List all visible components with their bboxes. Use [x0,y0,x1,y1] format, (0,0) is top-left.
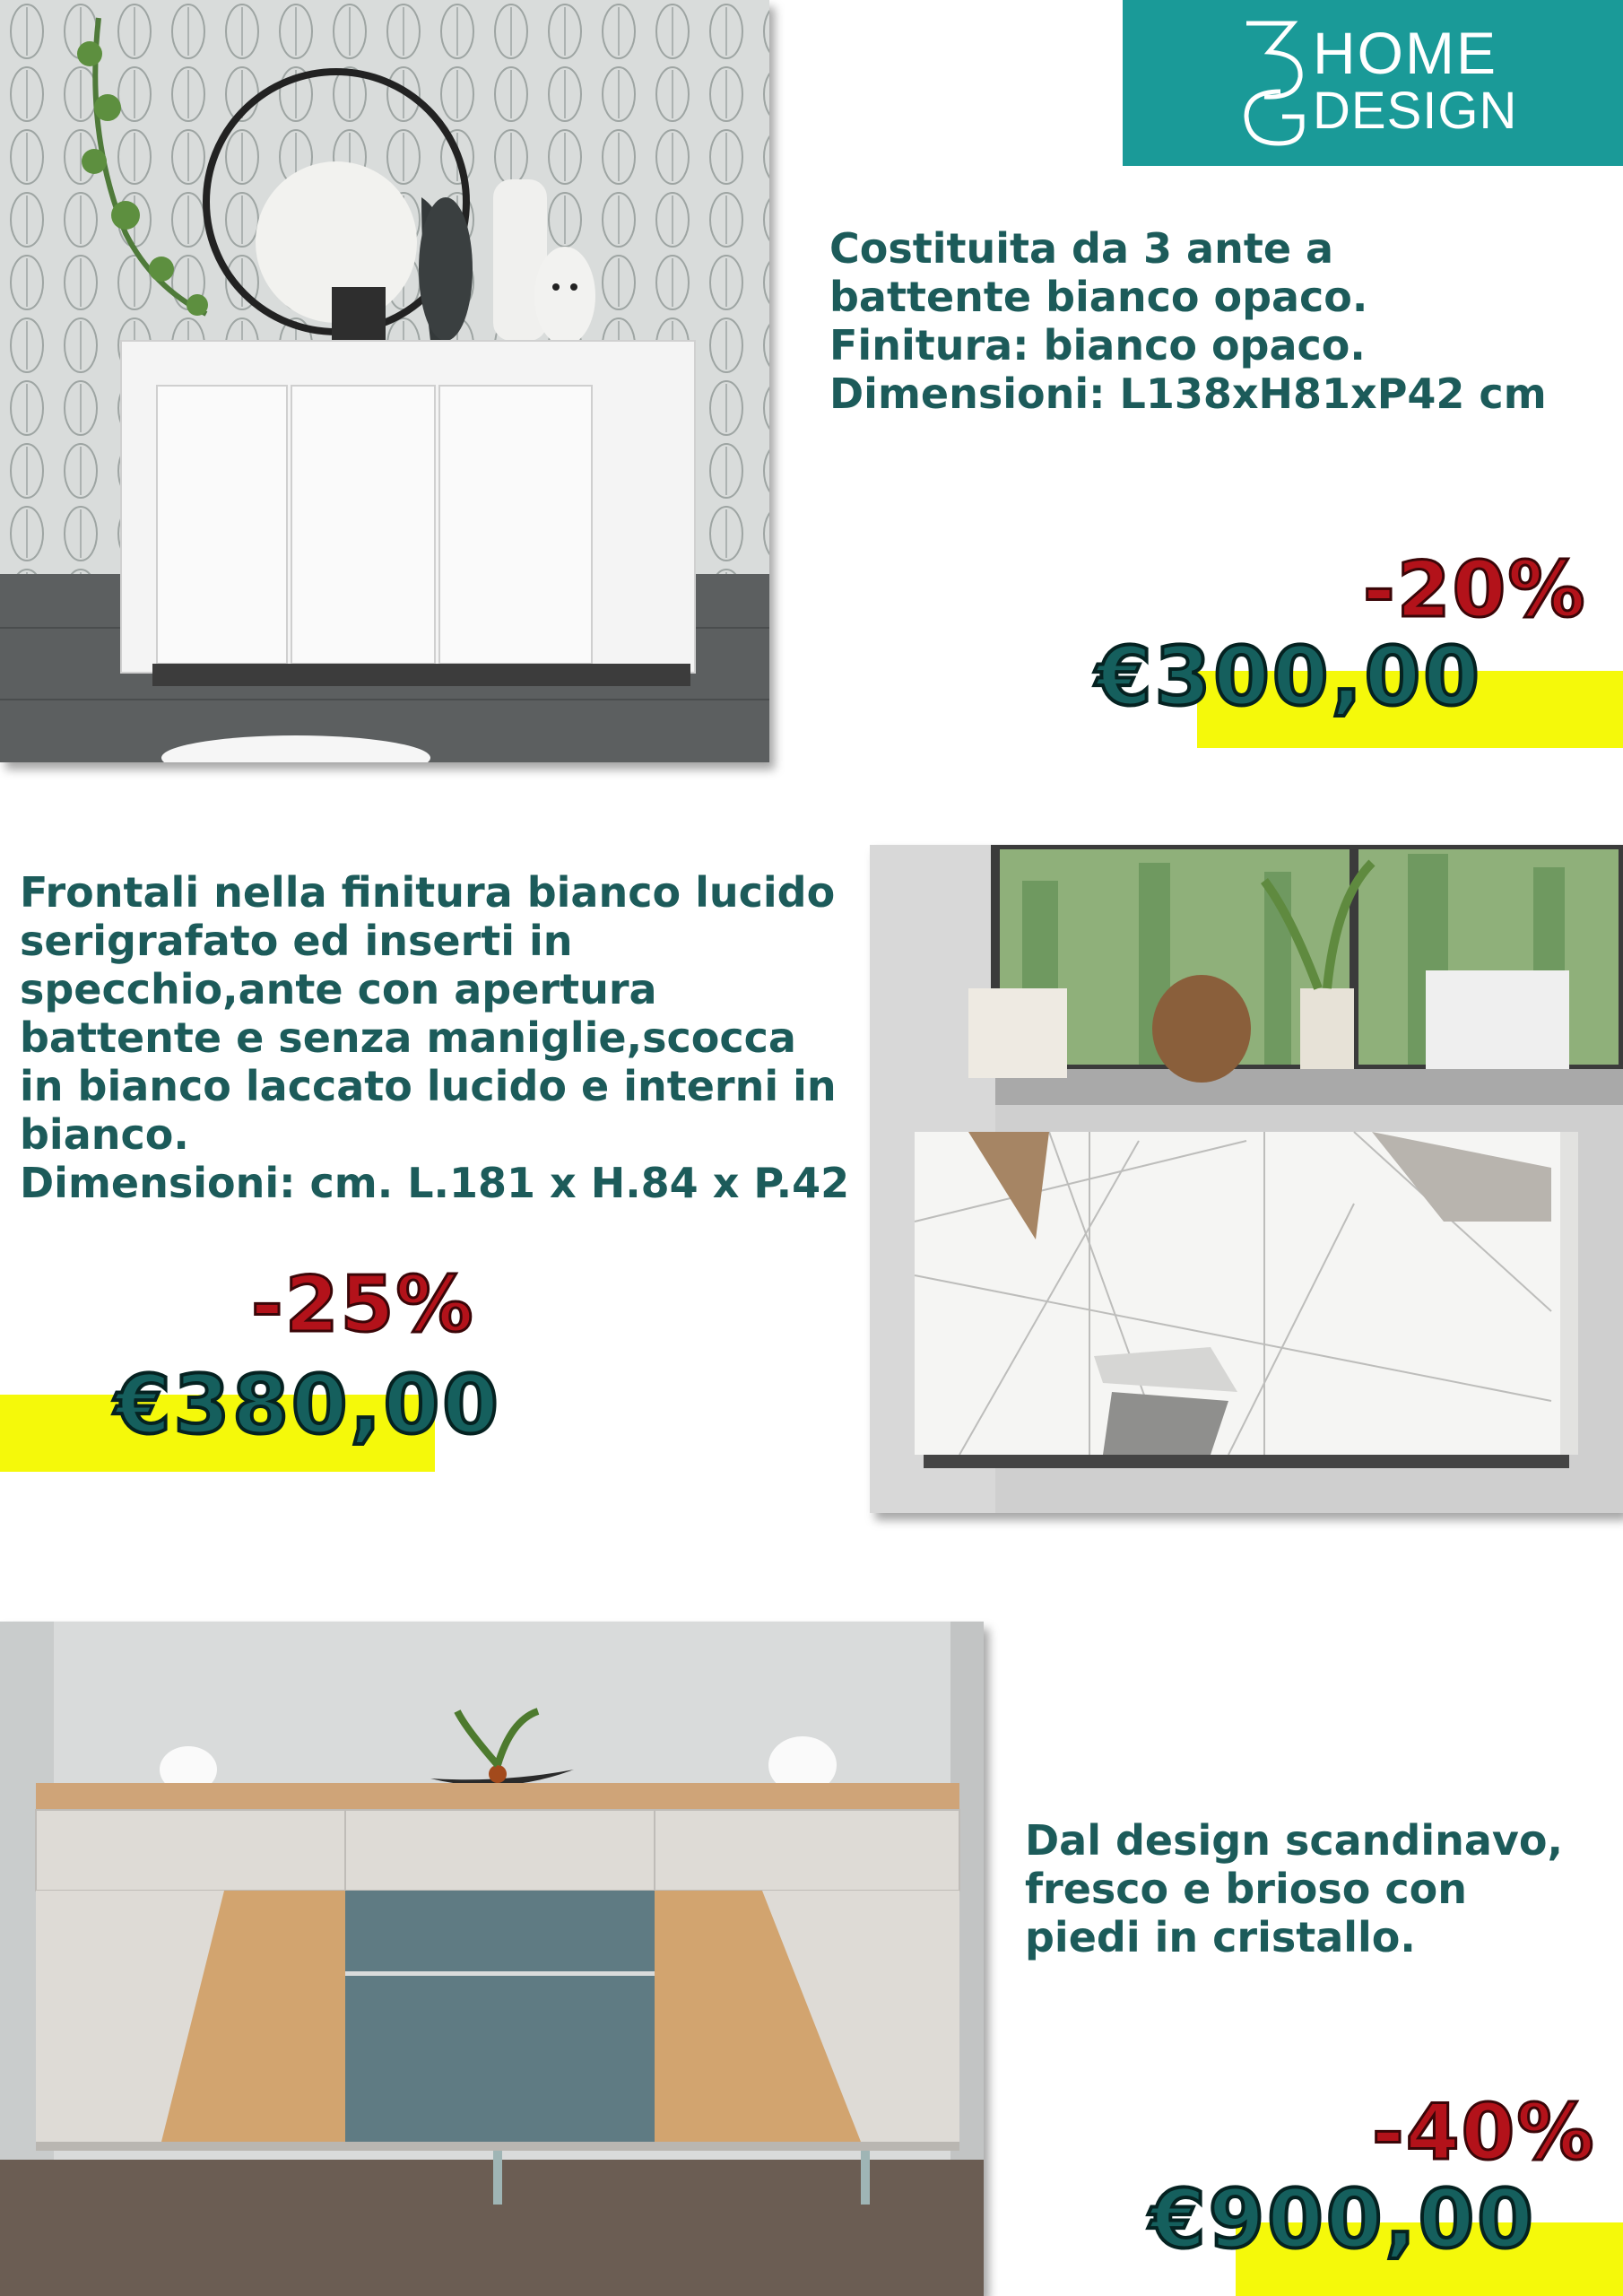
product-3-discount: -40% [1372,2088,1596,2178]
product-3-price: €900,00 [1150,2172,1536,2266]
product-2-photo [870,845,1623,1513]
brand-logo [1123,0,1623,166]
logo-word-design: DESIGN [1313,82,1518,140]
product-3-photo [0,1622,984,2296]
product-1-discount: -20% [1363,545,1587,635]
product-1-price: €300,00 [1096,630,1482,724]
product-2-description: Frontali nella finitura bianco lucido serigrafato ed inserti in specchio,ante con apertura battente e senza maniglie,scocca in bianco laccato lucido e interni in bianco. Dimensioni: cm. L.181 x H.84 x P.42 [20,868,850,1207]
product-1-photo [0,0,769,762]
product-3-description: Dal design scandinavo, fresco e brioso con piedi in cristallo. [1025,1816,1563,1961]
product-1-description: Costituita da 3 ante a battente bianco opaco. Finitura: bianco opaco. Dimensioni: L138xH81xP42 cm [829,224,1547,418]
logo-word-home: HOME [1313,20,1497,86]
logo-mark-icon [1228,16,1318,151]
product-2-discount: -25% [251,1260,475,1350]
product-2-price: €380,00 [115,1358,501,1452]
